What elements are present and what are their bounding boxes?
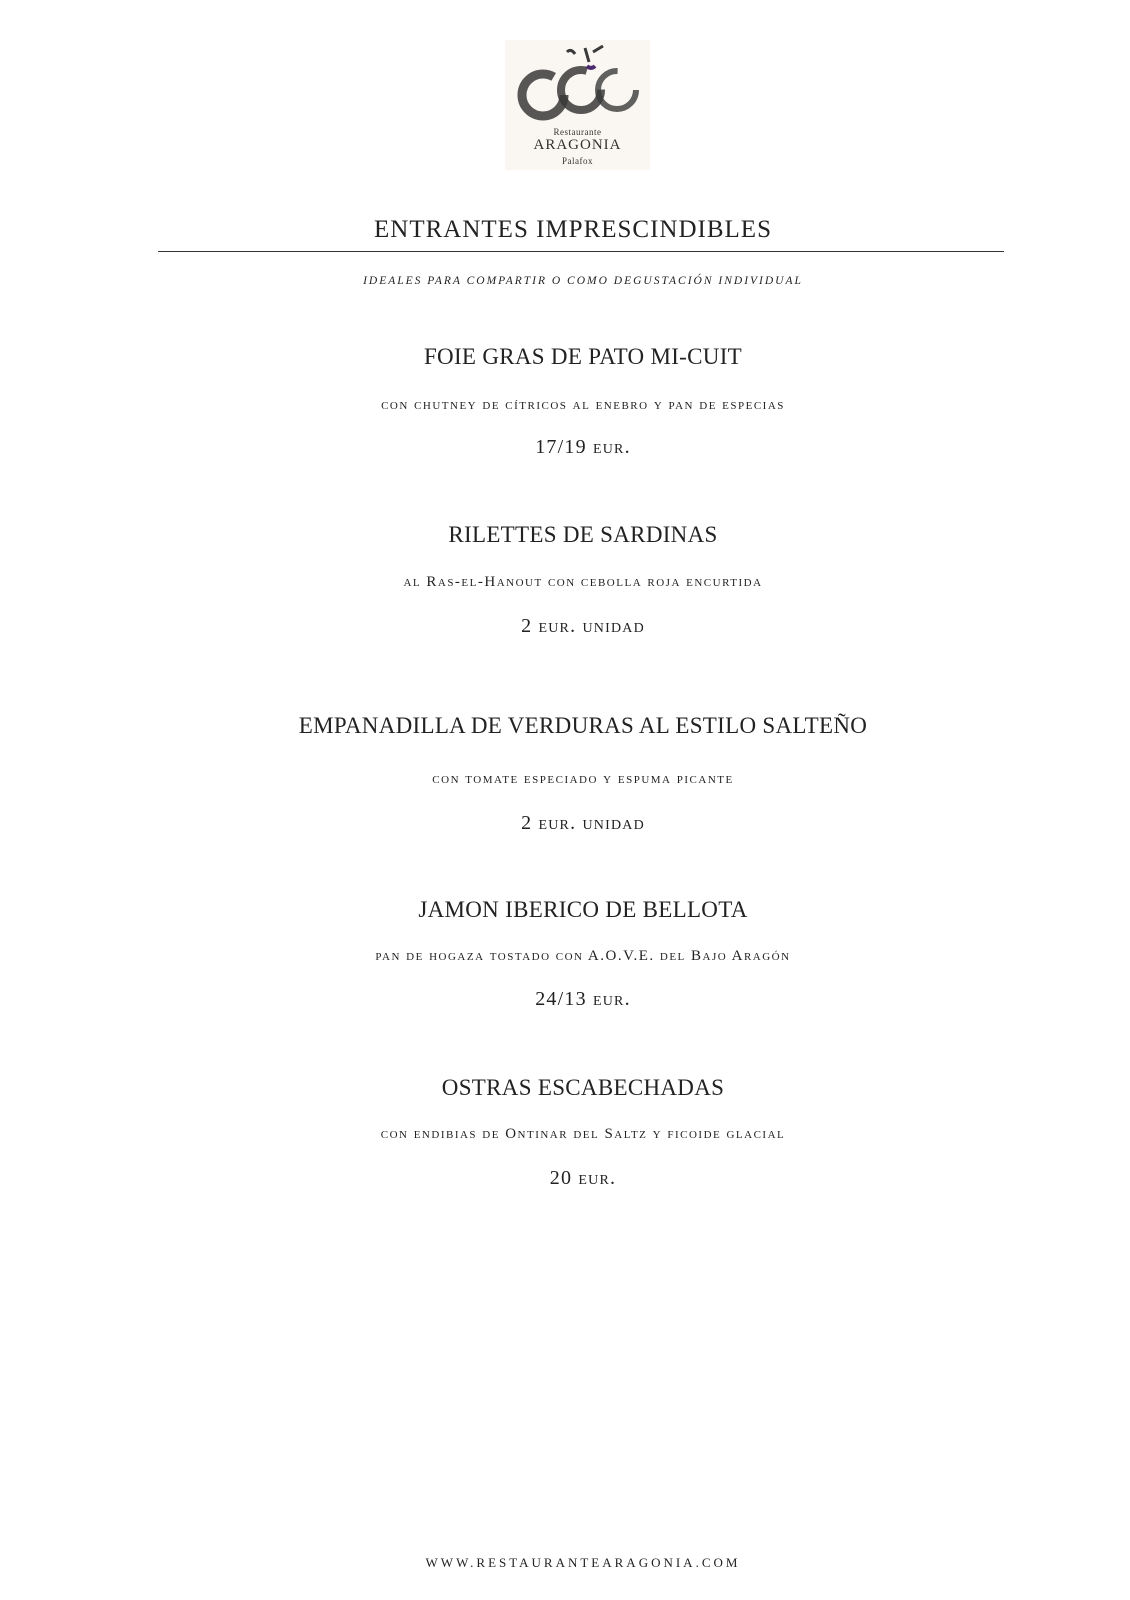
logo-label-top: Restaurante [553,127,602,137]
website-link[interactable]: WWW.RESTAURANTEARAGONIA.COM [425,1555,741,1570]
dish-price: 17/19 eur. [535,436,631,458]
section-divider [158,251,1004,252]
logo-rings-icon [505,40,650,130]
dish-description: al Ras-el-Hanout con cebolla roja encurtida [403,574,763,590]
dish-name: EMPANADILLA DE VERDURAS AL ESTILO SALTEÑO [298,713,868,738]
logo-label-bottom: Palafox [562,156,593,166]
logo-brand-name: ARAGONIA [533,137,622,153]
dish-name: JAMON IBERICO DE BELLOTA [418,897,748,922]
section-subtitle: IDEALES PARA COMPARTIR O COMO DEGUSTACIÓN INDIVIDUAL [363,275,803,287]
dish-description: pan de hogaza tostado con A.O.V.E. del Bajo Aragón [375,948,791,964]
dish-name: RILETTES DE SARDINAS [448,522,718,547]
dish-description: con tomate especiado y espuma picante [432,771,734,787]
dish-name: FOIE GRAS DE PATO MI-CUIT [423,344,743,369]
dish-name: OSTRAS ESCABECHADAS [441,1075,725,1100]
restaurant-logo [505,40,650,170]
dish-price: 2 eur. unidad [521,812,645,834]
dish-price: 24/13 eur. [535,988,631,1010]
dish-description: con endibias de Ontinar del Saltz y ficoide glacial [380,1126,786,1142]
dish-price: 20 eur. [549,1167,617,1189]
dish-price: 2 eur. unidad [521,615,645,637]
dish-description: con chutney de cítricos al enebro y pan de especias [381,397,785,413]
section-title: ENTRANTES IMPRESCINDIBLES [374,216,772,243]
